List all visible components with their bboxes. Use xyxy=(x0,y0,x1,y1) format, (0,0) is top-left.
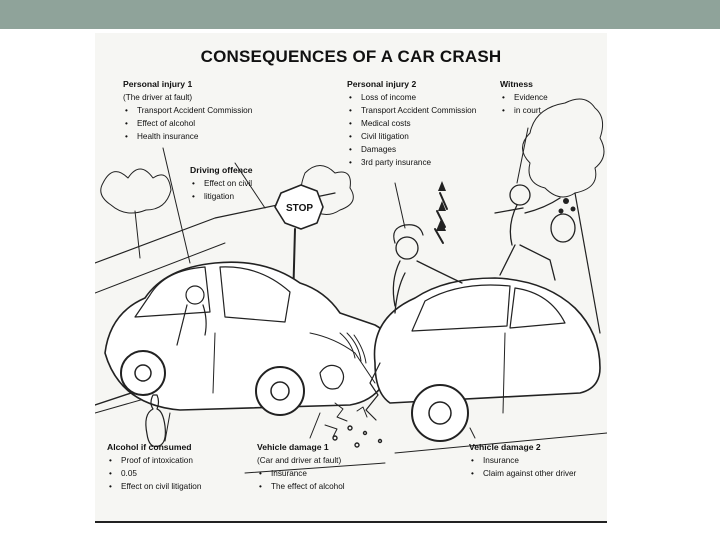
personal-injury-1-block xyxy=(123,78,252,143)
list-item: • Insurance xyxy=(469,454,576,467)
driving-offence-block xyxy=(190,164,253,203)
slide-header-bar xyxy=(0,0,720,29)
list-item xyxy=(500,104,548,117)
list-item-text: in court xyxy=(514,106,541,115)
list-item: • Damages xyxy=(347,143,476,156)
list-item: • Proof of intoxication xyxy=(107,454,201,467)
list-item: • Effect on civil xyxy=(190,177,253,190)
vehicle-damage-1-block xyxy=(257,441,345,493)
list-item: • Insurance xyxy=(257,467,345,480)
list-item: • Transport Accident Commission xyxy=(347,104,476,117)
stop-sign-text: STOP xyxy=(286,203,314,214)
list-item: • Transport Accident Commission xyxy=(123,104,252,117)
personal-injury-1-subheading: (The driver at fault) xyxy=(123,93,193,102)
alcohol-heading: Alcohol if consumed xyxy=(107,442,192,452)
alcohol-block xyxy=(107,441,201,493)
personal-injury-1-heading: Personal injury 1 xyxy=(123,79,193,89)
vehicle-damage-2-block xyxy=(469,441,576,480)
list-item: • Loss of income xyxy=(347,91,476,104)
driving-offence-heading: Driving offence xyxy=(190,165,253,175)
slide-title: CONSEQUENCES OF A CAR CRASH xyxy=(200,47,502,66)
list-item: • Claim against other driver xyxy=(469,467,576,480)
list-item: • litigation xyxy=(190,190,253,203)
list-item: • Health insurance xyxy=(123,130,252,143)
vehicle-damage-2-heading: Vehicle damage 2 xyxy=(469,442,541,452)
list-item: • The effect of alcohol xyxy=(257,480,345,493)
personal-injury-2-heading: Personal injury 2 xyxy=(347,79,417,89)
personal-injury-2-block xyxy=(347,78,476,169)
list-item: • 0.05 xyxy=(107,467,201,480)
list-item: • Medical costs xyxy=(347,117,476,130)
witness-heading: Witness xyxy=(500,79,533,89)
list-item: • Civil litigation xyxy=(347,130,476,143)
witness-block xyxy=(500,78,548,117)
vehicle-damage-1-heading: Vehicle damage 1 xyxy=(257,442,329,452)
list-item: • 3rd party insurance xyxy=(347,156,476,169)
car-crash-illustration xyxy=(95,33,607,523)
list-item: • Effect of alcohol xyxy=(123,117,252,130)
list-item: • Effect on civil litigation xyxy=(107,480,201,493)
vehicle-damage-1-subheading: (Car and driver at fault) xyxy=(257,456,342,465)
list-item: • Evidence xyxy=(500,91,548,104)
